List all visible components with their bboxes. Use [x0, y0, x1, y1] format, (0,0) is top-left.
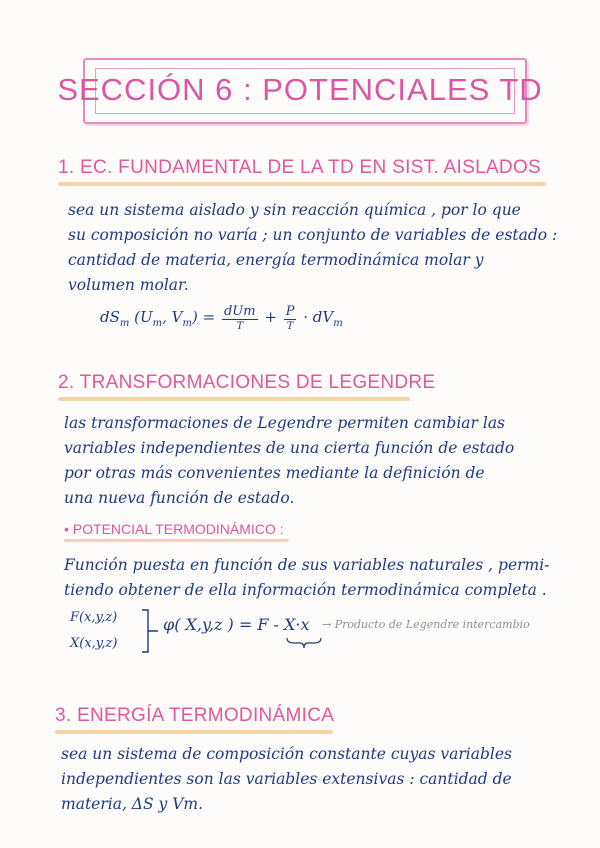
potential-subheading-text: • POTENCIAL TERMODINÁMICO :: [64, 521, 284, 537]
formula-frac-1: [222, 304, 258, 332]
formula-tail: · dV: [303, 308, 334, 326]
section-3-heading-text: 3. ENERGÍA TERMODINÁMICA: [55, 705, 335, 726]
potential-subheading-underline: [64, 539, 289, 542]
page-title: SECCIÓN 6 : POTENCIALES TD: [57, 72, 543, 107]
formula-tail-sub: m: [333, 318, 343, 329]
potential-paragraph: [64, 553, 549, 603]
legendre-expression: φ( X,y,z ) = F - X·x: [163, 615, 310, 634]
legendre-function-top: F(x,y,z): [70, 610, 118, 625]
formula-plus: +: [264, 308, 277, 326]
formula-args-sub1: m: [152, 318, 163, 329]
formula-frac-2: [284, 304, 297, 332]
section-1-line: sea un sistema aislado y sin reacción química , por lo que: [68, 201, 521, 219]
section-2-line: variables independientes de una cierta función de estado: [64, 439, 515, 457]
product-brace: [286, 637, 322, 649]
formula-lhs: dS: [100, 308, 120, 326]
section-2-heading-underline: [58, 397, 410, 401]
section-1-paragraph: [68, 198, 557, 298]
formula-frac-1-den: T: [236, 321, 244, 332]
section-3-paragraph: [61, 742, 512, 817]
formula-args: (U: [134, 308, 153, 326]
section-2-heading-text: 2. TRANSFORMACIONES DE LEGENDRE: [58, 372, 436, 393]
legendre-bracket: [140, 608, 160, 656]
formula-frac-1-num: dUm: [223, 304, 256, 319]
legendre-product-note: → Producto de Legendre intercambio: [322, 618, 530, 631]
section-2-heading: [58, 372, 435, 394]
potential-line: Función puesta en función de sus variables naturales , permi-: [64, 556, 550, 574]
formula-args-sub2: m: [182, 318, 192, 329]
section-1-heading-text: 1. EC. FUNDAMENTAL DE LA TD EN SIST. AISLADOS: [58, 157, 541, 178]
section-1-heading-underline: [58, 182, 546, 186]
potential-subheading: [64, 521, 284, 537]
section-3-line: sea un sistema de composición constante cuyas variables: [61, 745, 512, 763]
legendre-function-bottom: X(x,y,z): [70, 636, 118, 651]
formula-lhs-sub: m: [119, 318, 130, 329]
formula-frac-2-den: T: [286, 321, 294, 332]
section-2-line: una nueva función de estado.: [64, 489, 295, 507]
fundamental-equation: [100, 304, 343, 332]
potential-line: tiendo obtener de ella información termodinámica completa .: [64, 581, 547, 599]
section-1-line: su composición no varía ; un conjunto de variables de estado :: [68, 226, 558, 244]
section-3-line: materia, ΔS y Vm.: [61, 795, 204, 813]
section-2-line: por otras más convenientes mediante la definición de: [64, 464, 485, 482]
section-2-line: las transformaciones de Legendre permiten cambiar las: [64, 414, 506, 432]
formula-frac-2-num: P: [285, 304, 295, 319]
section-1-heading: [58, 157, 541, 179]
formula-args-end: ) =: [192, 308, 216, 326]
section-1-line: volumen molar.: [68, 276, 189, 294]
section-3-line: independientes son las variables extensivas : cantidad de: [61, 770, 512, 788]
section-3-heading-underline: [55, 730, 333, 734]
formula-args-mid: , V: [162, 308, 183, 326]
section-3-heading: [55, 705, 334, 727]
section-1-line: cantidad de materia, energía termodinámica molar y: [68, 251, 484, 269]
section-2-paragraph: [64, 411, 514, 511]
